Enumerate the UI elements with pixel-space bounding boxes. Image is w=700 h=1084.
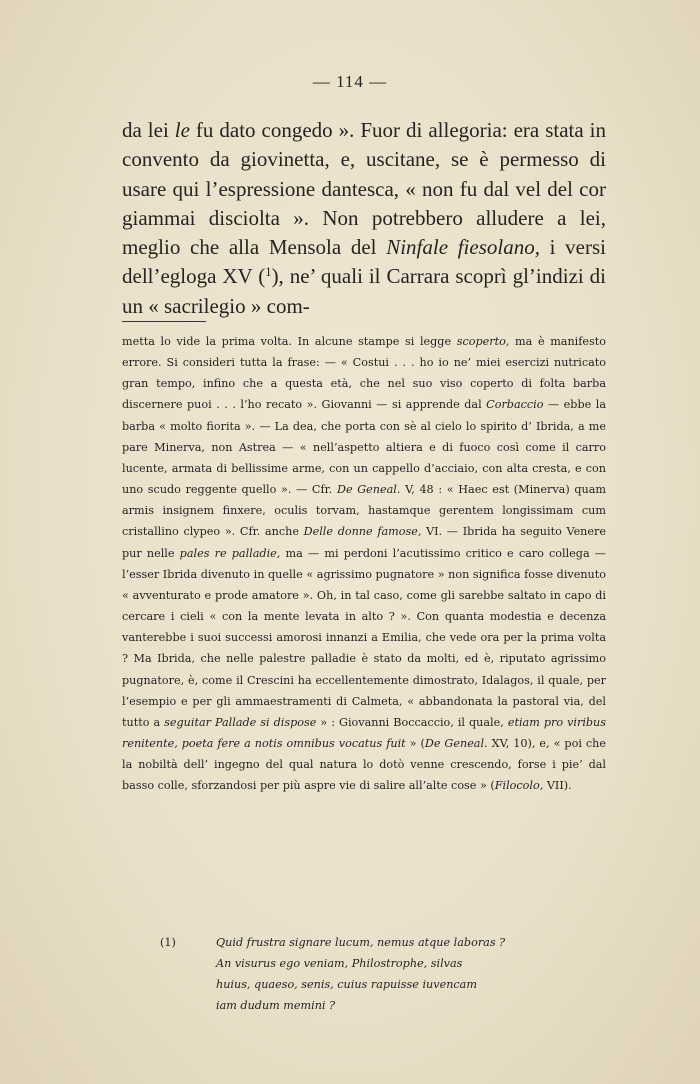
verse-line: Quid frustra signare lucum, nemus atque laboras ? [216, 936, 506, 949]
footnote-italic-run: De Geneal. [424, 736, 488, 750]
footnote-run: VI. — Ibrida ha seguito Venere pur nelle [122, 525, 606, 560]
main-text-run: ), ne’ quali il Carrara scoprì gl’indizi di un « sacrilegio » com- [122, 264, 606, 318]
footnote-reference: 1 [265, 265, 272, 280]
footnote-italic-run: scoperto, [456, 335, 510, 348]
main-paragraph [122, 116, 606, 321]
footnote-run: » : Giovanni Boccaccio, il quale, [316, 715, 508, 729]
footnote-run: XV, 10), e, « poi che la nobiltà dell’ ingegno del qual natura lo dotò venne crescendo, forse i pie’ dal basso colle, sforzandosi per più aspre vie di salire all’alte cose » ( [122, 736, 606, 793]
footnote-run: V, 48 : « Haec est (Minerva) quam armis insignem finxere, oculis torvam, hastamque gerentem longissimam cum cristallino clypeo ». Cfr. anche [122, 483, 607, 539]
work-title: Ninfale fiesolano, [386, 235, 540, 260]
footnote-italic-run: De Geneal. [336, 483, 401, 497]
footnote-italic-run: etiam pro viribus renitente, poeta fere a notis omnibus vocatus fuit [122, 715, 607, 750]
footnote-italic-run: pales re palladie, [179, 546, 281, 560]
verse-line: iam dudum memini ? [216, 999, 336, 1012]
verse-line: huius, quaeso, senis, cuius rapuisse iuvencam [216, 978, 477, 991]
main-text-run: da lei [122, 118, 175, 142]
verse-lines [216, 932, 600, 1016]
footnote-italic-run: seguitar Pallade si dispose [164, 715, 317, 729]
footnote-paragraph [122, 331, 606, 796]
footnote-separator [122, 321, 206, 322]
main-text-run: i versi dell’egloga XV ( [122, 235, 606, 289]
footnote-run: — ebbe la barba « molto fiorita ». — La dea, che porta con sè al cielo lo spirito d’ Ibrida, a me pare Minerva, non Astrea — « nell’aspetto altiera e di fuoco così come il carro lucente, armata di bellissime arme, con un cappello d’acciaio, con alta cresta, e con uno scudo reggente quello ». — Cfr. [122, 398, 607, 497]
main-italic-run: le [174, 118, 190, 142]
footnote-text [122, 331, 606, 796]
main-text-run: fu dato congedo ». Fuor di allegoria: era stata in convento da giovinetta, e, uscitane, se è permesso di usare qui l’espressione dantesca, « non fu dal vel del cor giammai disciolta ». Non potrebbero alludere a lei, meglio che alla Mensola del [122, 118, 607, 260]
footnote-italic-run: Corbaccio [486, 398, 544, 412]
page-number: — 114 — [312, 72, 388, 91]
footnote-run: metta lo vide la prima volta. In alcune stampe si legge [122, 335, 457, 348]
verse-line: An visurus ego veniam, Philostrophe, silvas [216, 957, 463, 970]
footnote-run: » ( [405, 736, 425, 750]
footnote-run: ma — mi perdoni l’acutissimo critico e caro collega — l’esser Ibrida divenuto in quelle « agrissimo pugnatore » non significa fosse divenuto « avventurato e prode amatore ». Oh, in tal caso, come gli sarebbe saltato in capo di cercare i cieli « con la mente levata in alto ? ». Con quanta modestia e decenza vanterebbe i suoi successi amorosi innanzi a Emilia, che vede ora per la prima volta ? Ma Ibrida, che nelle palestre palladie è stato da molti, ed è, riputato agrissimo pugnatore, è, come il Crescini ha eccellentemente dimostrato, Idalagos, il quale, per l’esempio e per gli ammaestramenti di Calmeta, « abbandonata la pastoral via, del tutto a [122, 546, 606, 729]
footnote-italic-run: Delle donne famose, [303, 525, 422, 539]
verse-quotation [160, 932, 600, 1016]
footnote-italic-run: Filocolo, [494, 779, 544, 793]
footnote-run: ma è manifesto errore. Si consideri tutta la frase: — « Costui . . . ho io ne’ miei esercizi nutricato gran tempo, infino che a questa età, che nel suo viso coperto di folta barba discernere puoi . . . l’ho recato ». Giovanni — si apprende dal [122, 335, 606, 412]
main-text [122, 116, 606, 321]
footnote-run: VII). [543, 779, 572, 793]
verse-footnote-mark: (1) [160, 936, 176, 949]
